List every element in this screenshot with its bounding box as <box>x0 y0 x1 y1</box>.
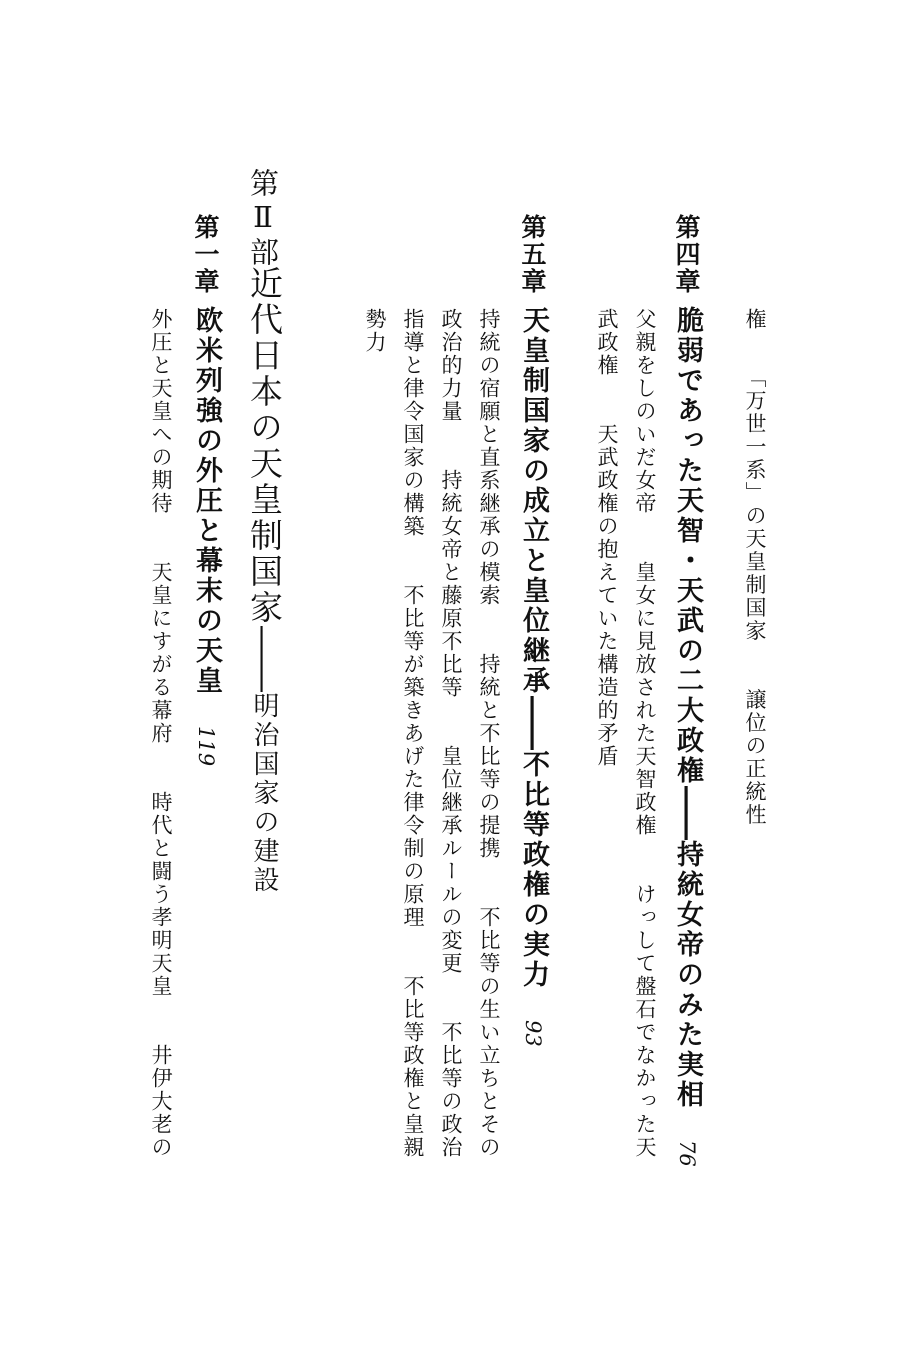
chapter5-subtitle: 不比等政権の実力 <box>518 750 549 990</box>
chapter1-title: 欧米列強の外圧と幕末の天皇 <box>191 306 222 696</box>
chapter1-label: 第一章 <box>191 214 220 295</box>
chapter4-topics-line-2: 武政権 天武政権の抱えていた構造的矛盾 <box>595 308 619 768</box>
toc-carry-line: 権 「万世一系」の天皇制国家 譲位の正統性 <box>743 308 767 827</box>
chapter4-heading <box>674 306 701 1167</box>
chapter5-heading <box>520 306 547 1047</box>
chapter4-topics-line-1: 父親をしのいだ女帝 皇女に見放された天智政権 けっして盤石でなかった天 <box>633 308 657 1159</box>
chapter1-heading <box>193 306 220 766</box>
chapter4-subtitle: 持統女帝のみた実相 <box>672 840 703 1110</box>
chapter5-topics-line-2: 政治的力量 持統女帝と藤原不比等 皇位継承ルールの変更 不比等の政治 <box>439 308 463 1159</box>
chapter5-topics-line-1: 持統の宿願と直系継承の模索 持統と不比等の提携 不比等の生い立ちとその <box>477 308 501 1159</box>
chapter5-topics-line-3: 指導と律令国家の構築 不比等が築きあげた律令制の原理 不比等政権と皇親 <box>401 308 425 1159</box>
chapter4-dash: ―― <box>672 786 703 840</box>
chapter1-topics-line-1: 外圧と天皇への期待 天皇にすがる幕府 時代と闘う孝明天皇 井伊大老の <box>149 308 173 1159</box>
chapter5-topics-line-4: 勢力 <box>363 308 387 354</box>
chapter5-page-number: 93 <box>521 1020 545 1047</box>
part2-dash: ―― <box>245 626 284 692</box>
chapter4-label: 第四章 <box>672 214 701 295</box>
part2-title: 近代日本の天皇制国家 <box>245 266 284 626</box>
chapter4-title: 脆弱であった天智・天武の二大政権 <box>672 306 703 786</box>
chapter5-title: 天皇制国家の成立と皇位継承 <box>518 306 549 696</box>
part2-subtitle: 明治国家の建設 <box>249 692 279 895</box>
chapter5-label: 第五章 <box>518 214 547 295</box>
chapter1-page-number: 119 <box>194 726 218 767</box>
part2-heading <box>245 266 284 895</box>
chapter4-page-number: 76 <box>675 1140 699 1167</box>
part2-label: 第Ⅱ部 <box>246 168 280 269</box>
chapter5-dash: ―― <box>518 696 549 750</box>
